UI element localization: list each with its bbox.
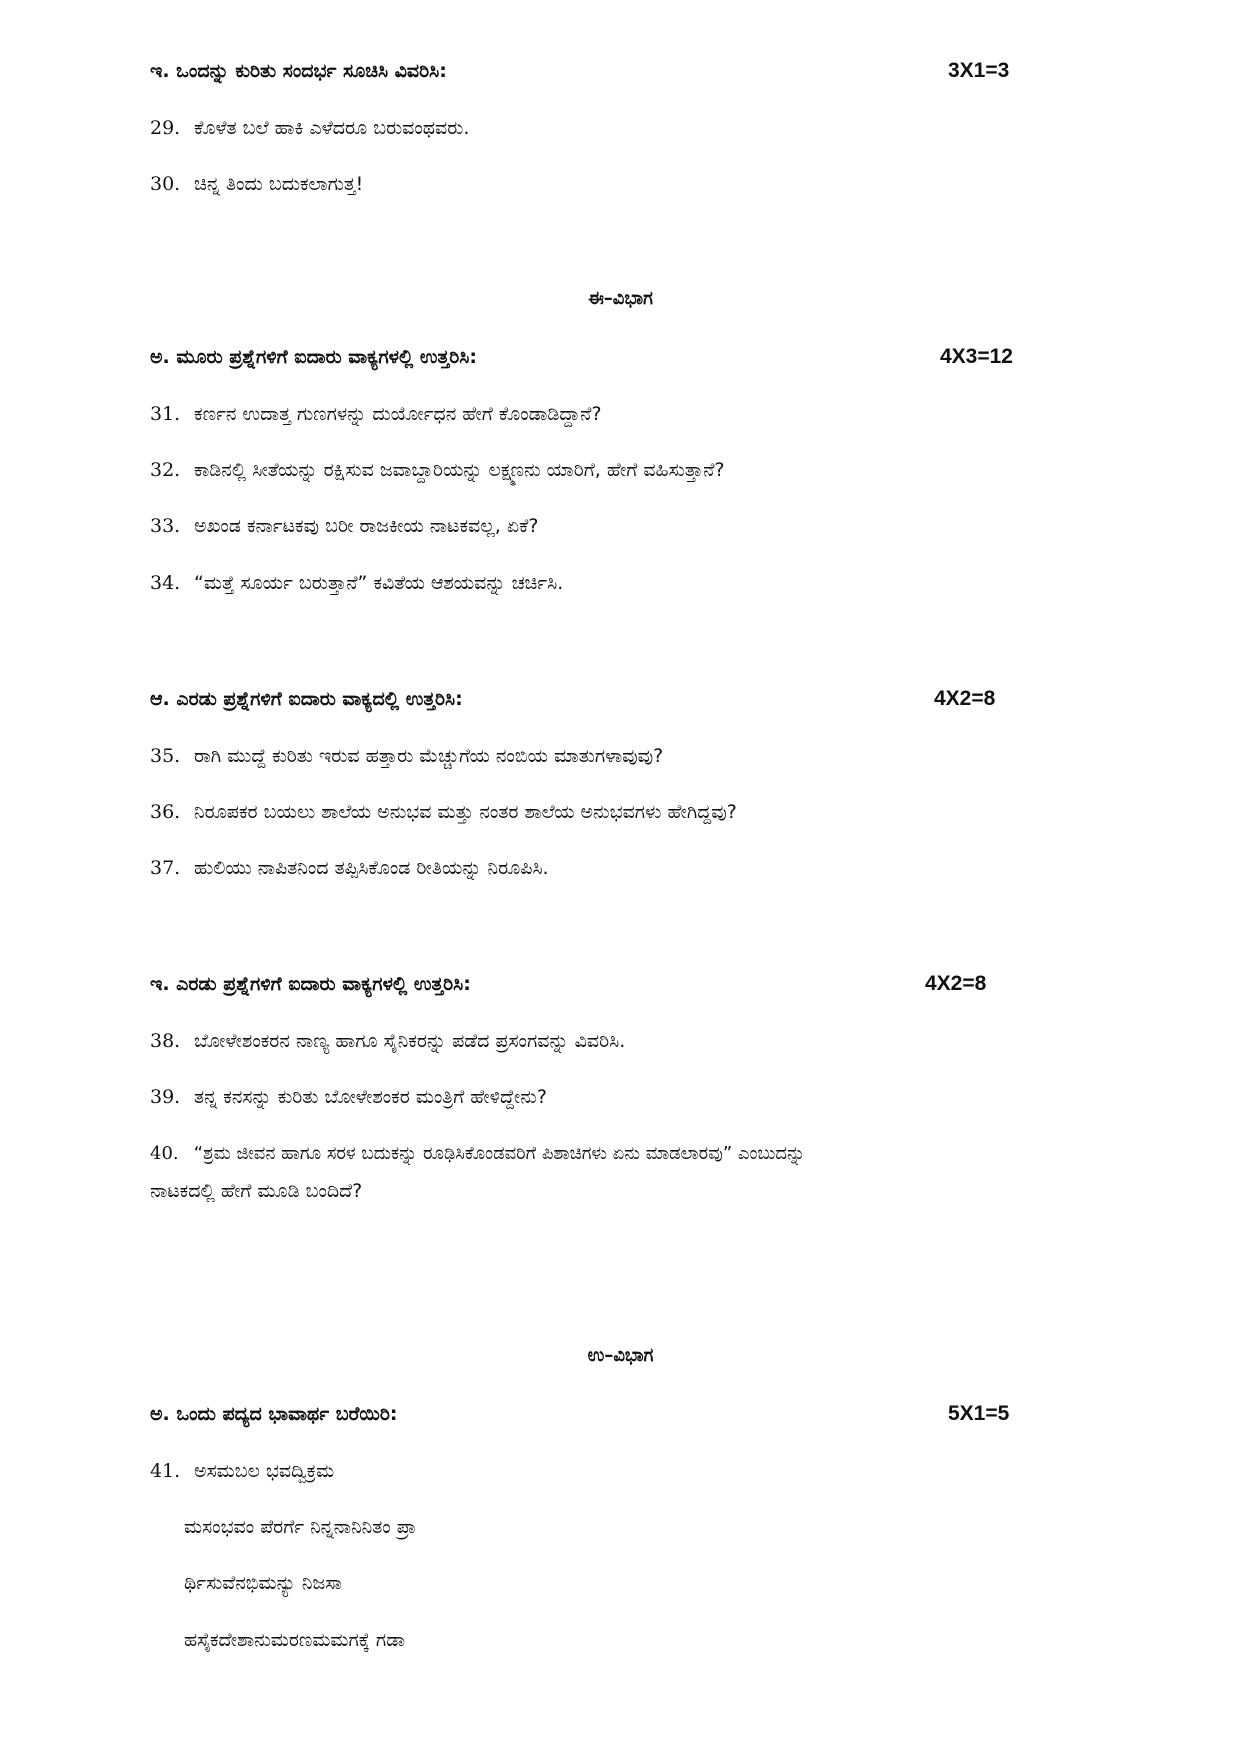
question-text: ರಾಗಿ ಮುದ್ದೆ ಕುರಿತು ಇರುವ ಹತ್ತಾರು ಮೆಚ್ಚುಗೆಯ ನಂಬಿಯ ಮಾತುಗಳಾವುವು?: [194, 745, 664, 767]
question-39: [150, 1082, 547, 1112]
section-marks: 4X2=8: [925, 972, 987, 995]
question-text: “ಮತ್ತೆ ಸೂರ್ಯ ಬರುತ್ತಾನೆ” ಕವಿತೆಯ ಆಶಯವನ್ನು ಚರ್ಚಿಸಿ.: [194, 572, 564, 594]
question-number: 37.: [150, 857, 181, 879]
question-30: [150, 169, 363, 199]
question-text: ಬೋಳೇಶಂಕರನ ನಾಣ್ಯ ಹಾಗೂ ಸೈನಿಕರನ್ನು ಪಡೆದ ಪ್ರಸಂಗವನ್ನು ವಿವರಿಸಿ.: [194, 1030, 626, 1052]
question-text: ನಿರೂಪಕರ ಬಯಲು ಶಾಲೆಯ ಅನುಭವ ಮತ್ತು ನಂತರ ಶಾಲೆಯ ಅನುಭವಗಳು ಹೇಗಿದ್ದವು?: [194, 801, 737, 823]
question-number: 40.: [150, 1143, 179, 1164]
question-33: [150, 511, 539, 541]
division-title: ಉ–ವಿಭಾಗ: [587, 1345, 654, 1366]
question-number: 34.: [150, 572, 181, 594]
question-number: 29.: [150, 117, 181, 139]
poem-line: ರ್ಥಿಸುವೆನಭಿಮನ್ಯು ನಿಜಸಾ: [184, 1572, 343, 1594]
question-number: 36.: [150, 801, 181, 823]
question-40: [150, 1139, 805, 1169]
question-number: 41.: [150, 1460, 181, 1482]
question-text: ಕರ್ಣನ ಉದಾತ್ತ ಗುಣಗಳನ್ನು ದುರ್ಯೋಧನ ಹೇಗೆ ಕೊಂಡಾಡಿದ್ದಾನೆ?: [194, 403, 602, 425]
section-marks: 4X2=8: [934, 687, 996, 710]
question-38: [150, 1026, 625, 1056]
division-title: ಈ–ವಿಭಾಗ: [588, 288, 653, 309]
question-number: 30.: [150, 173, 181, 195]
question-number: 32.: [150, 459, 181, 481]
section-heading: ಇ. ಎರಡು ಪ್ರಶ್ನೆಗಳಿಗೆ ಐದಾರು ವಾಕ್ಯಗಳಲ್ಲಿ ಉತ್ತರಿಸಿ:: [150, 973, 471, 995]
question-35: [150, 741, 663, 771]
question-36: [150, 797, 737, 827]
question-41: [150, 1456, 334, 1486]
question-31: [150, 399, 602, 429]
question-number: 35.: [150, 745, 181, 767]
question-40-continuation: ನಾಟಕದಲ್ಲಿ ಹೇಗೆ ಮೂಡಿ ಬಂದಿದೆ?: [150, 1180, 363, 1202]
poem-line: ಮಸಂಭವಂ ಪೆರರ್ಗೆ ನಿನ್ನನಾನಿನಿತಂ ಪ್ರಾ: [184, 1516, 417, 1538]
section-marks: 5X1=5: [948, 1402, 1010, 1425]
question-32: [150, 455, 725, 485]
section-marks: 4X3=12: [940, 345, 1013, 368]
question-text: ಕಾಡಿನಲ್ಲಿ ಸೀತೆಯನ್ನು ರಕ್ಷಿಸುವ ಜವಾಬ್ದಾರಿಯನ್ನು ಲಕ್ಷ್ಮಣನು ಯಾರಿಗೆ, ಹೇಗೆ ವಹಿಸುತ್ತಾನೆ?: [194, 459, 725, 481]
question-34: [150, 568, 563, 598]
question-number: 31.: [150, 403, 181, 425]
question-text: “ಶ್ರಮ ಜೀವನ ಹಾಗೂ ಸರಳ ಬದುಕನ್ನು ರೂಢಿಸಿಕೊಂಡವರಿಗೆ ಪಿಶಾಚಿಗಳು ಏನು ಮಾಡಲಾರವು” ಎಂಬುದನ್ನು: [193, 1143, 806, 1164]
question-text: ತನ್ನ ಕನಸನ್ನು ಕುರಿತು ಬೋಳೇಶಂಕರ ಮಂತ್ರಿಗೆ ಹೇಳಿದ್ದೇನು?: [194, 1086, 547, 1108]
section-heading: ಆ. ಎರಡು ಪ್ರಶ್ನೆಗಳಿಗೆ ಐದಾರು ವಾಕ್ಯದಲ್ಲಿ ಉತ್ತರಿಸಿ:: [150, 688, 463, 710]
section-heading: ಇ. ಒಂದನ್ನು ಕುರಿತು ಸಂದರ್ಭ ಸೂಚಿಸಿ ವಿವರಿಸಿ:: [150, 60, 447, 82]
poem-line: ಹಸೈಕದೇಶಾನುಮರಣಮಮಗಕ್ಕೆ ಗಡಾ: [184, 1629, 406, 1651]
question-number: 38.: [150, 1030, 181, 1052]
question-text: ಹುಲಿಯು ನಾಪಿತನಿಂದ ತಪ್ಪಿಸಿಕೊಂಡ ರೀತಿಯನ್ನು ನಿರೂಪಿಸಿ.: [194, 857, 549, 879]
question-text: ಕೊಳೆತ ಬಲೆ ಹಾಕಿ ಎಳೆದರೂ ಬರುವಂಥವರು.: [194, 117, 470, 139]
question-number: 39.: [150, 1086, 181, 1108]
question-29: [150, 113, 469, 143]
section-marks: 3X1=3: [948, 59, 1010, 82]
section-heading: ಅ. ಮೂರು ಪ್ರಶ್ನೆಗಳಿಗೆ ಐದಾರು ವಾಕ್ಯಗಳಲ್ಲಿ ಉತ್ತರಿಸಿ:: [150, 346, 477, 368]
question-text: ಅಖಂಡ ಕರ್ನಾಟಕವು ಬರೀ ರಾಜಕೀಯ ನಾಟಕವಲ್ಲ, ಏಕೆ?: [194, 515, 539, 537]
question-37: [150, 853, 549, 883]
section-heading: ಅ. ಒಂದು ಪದ್ಯದ ಭಾವಾರ್ಥ ಬರೆಯಿರಿ:: [150, 1403, 398, 1425]
question-text: ಚಿನ್ನ ತಿಂದು ಬದುಕಲಾಗುತ್ತ!: [194, 173, 364, 195]
question-number: 33.: [150, 515, 181, 537]
poem-line: ಅಸಮಬಲ ಭವದ್ವಿಕ್ರಮ: [194, 1460, 335, 1482]
